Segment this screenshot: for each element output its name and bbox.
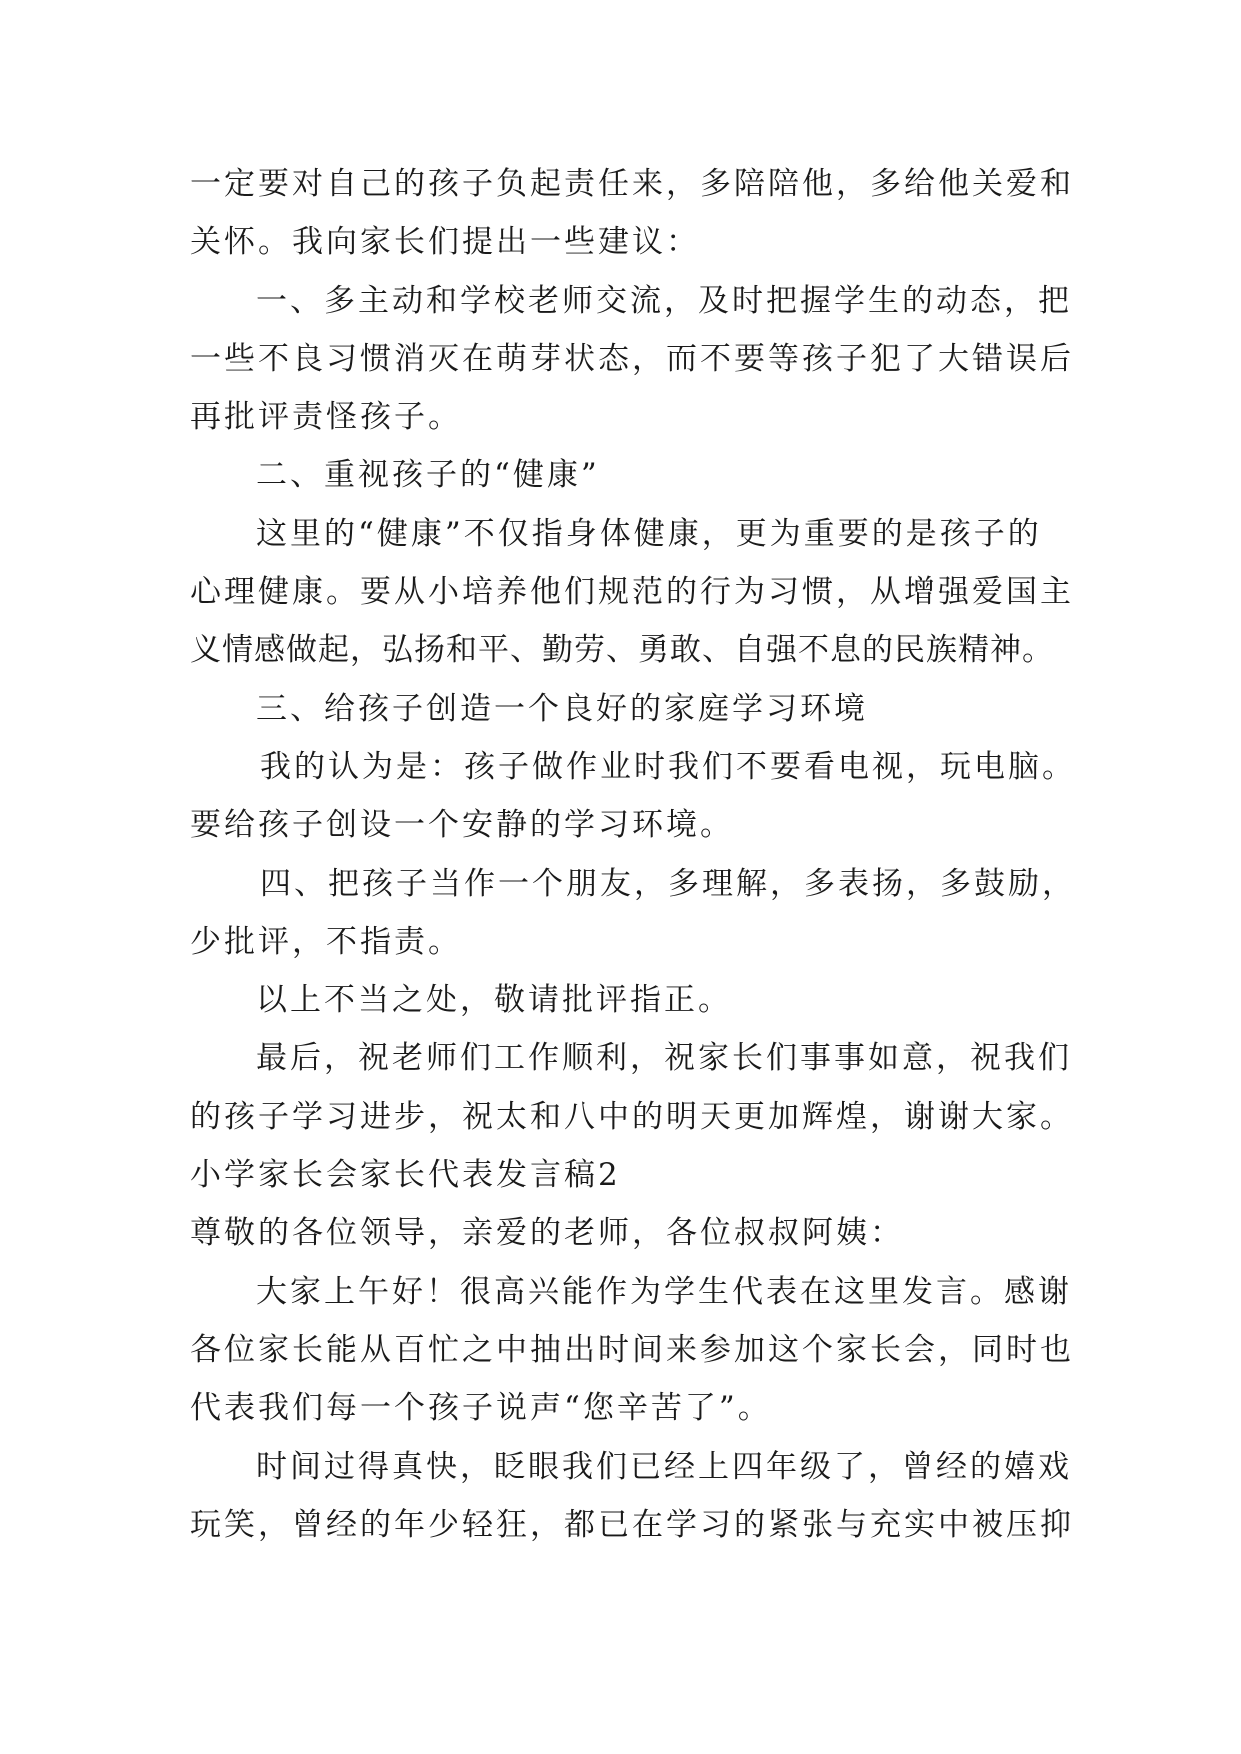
section-heading: 小学家长会家长代表发言稿2 xyxy=(190,1157,621,1194)
text-line: 大家上午好！很高兴能作为学生代表在这里发言。感谢 xyxy=(256,1273,1072,1310)
text-line: 二、重视孩子的“健康” xyxy=(256,457,600,494)
text-line: 尊敬的各位领导，亲爱的老师，各位叔叔阿姨： xyxy=(190,1215,904,1252)
document-body xyxy=(190,155,1076,1554)
text-line: 一些不良习惯消灭在萌芽状态，而不要等孩子犯了大错误后 xyxy=(190,340,1074,377)
text-line: 各位家长能从百忙之中抽出时间来参加这个家长会，同时也 xyxy=(190,1331,1074,1368)
text-line: 心理健康。要从小培养他们规范的行为习惯，从增强爱国主 xyxy=(190,574,1074,611)
text-line: 代表我们每一个孩子说声“您辛苦了”。 xyxy=(190,1390,772,1427)
text-line: 义情感做起，弘扬和平、勤劳、勇敢、自强不息的民族精神。 xyxy=(190,632,1054,669)
text-line: 最后，祝老师们工作顺利，祝家长们事事如意，祝我们 xyxy=(256,1040,1072,1077)
text-line: 要给孩子创设一个安静的学习环境。 xyxy=(190,807,734,844)
text-line: 再批评责怪孩子。 xyxy=(190,399,462,436)
text-line: 一、多主动和学校老师交流，及时把握学生的动态，把 xyxy=(256,282,1072,319)
text-line: 四、把孩子当作一个朋友，多理解，多表扬，多鼓励， xyxy=(260,865,1076,902)
text-line: 一定要对自己的孩子负起责任来，多陪陪他，多给他关爱和 xyxy=(190,166,1074,202)
text-line: 三、给孩子创造一个良好的家庭学习环境 xyxy=(256,690,868,727)
text-line: 玩笑，曾经的年少轻狂，都已在学习的紧张与充实中被压抑 xyxy=(190,1506,1074,1543)
text-line: 关怀。我向家长们提出一些建议： xyxy=(190,224,700,261)
text-line: 的孩子学习进步，祝太和八中的明天更加辉煌，谢谢大家。 xyxy=(190,1098,1074,1135)
text-line: 我的认为是：孩子做作业时我们不要看电视，玩电脑。 xyxy=(260,748,1076,785)
text-line: 以上不当之处，敬请批评指正。 xyxy=(256,982,732,1019)
text-line: 时间过得真快，眨眼我们已经上四年级了，曾经的嬉戏 xyxy=(256,1448,1072,1485)
text-line: 这里的“健康”不仅指身体健康，更为重要的是孩子的 xyxy=(256,515,1042,552)
text-line: 少批评，不指责。 xyxy=(190,923,462,960)
